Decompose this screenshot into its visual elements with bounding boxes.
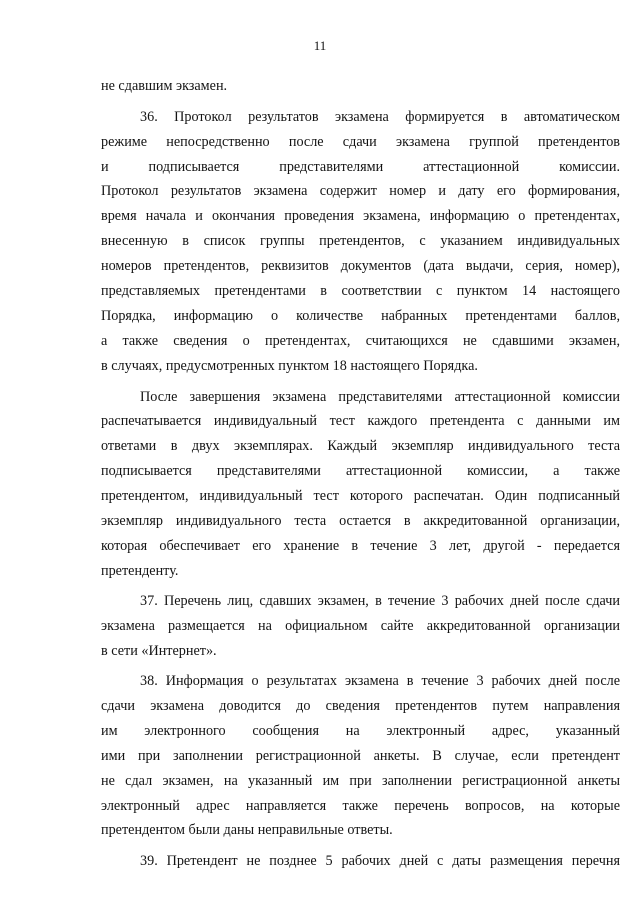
text-line: ответами в двух экземплярах. Каждый экземпляр индивидуального теста	[101, 438, 620, 454]
text-line: которая обеспечивает его хранение в течение 3 лет, другой - передается	[101, 538, 620, 554]
text-line: 39. Претендент не позднее 5 рабочих дней с даты размещения перечня	[140, 853, 620, 869]
text-line: не сдавшим экзамен.	[101, 78, 228, 94]
text-line: внесенную в список группы претендентов, с указанием индивидуальных	[101, 233, 620, 249]
text-line: не сдал экзамен, на указанный им при заполнении регистрационной анкеты	[101, 773, 620, 789]
text-line: время начала и окончания проведения экзамена, информацию о претендентах,	[101, 208, 620, 224]
text-line: претенденту.	[101, 563, 179, 579]
text-line: а также сведения о претендентах, считающихся не сдавшими экзамен,	[101, 333, 620, 349]
text-line: подписывается представителями аттестационной комиссии, а также	[101, 463, 620, 479]
text-line: и подписывается представителями аттестационной комиссии.	[101, 159, 620, 175]
text-line: экзамена размещается на официальном сайте аккредитованной организации	[101, 618, 620, 634]
text-line: Протокол результатов экзамена содержит номер и дату его формирования,	[101, 183, 620, 199]
text-line: сдачи экзамена доводится до сведения претендентов путем направления	[101, 698, 620, 714]
text-line: представляемых претендентами в соответствии с пунктом 14 настоящего	[101, 283, 620, 299]
text-line: экземпляр индивидуального теста остается в аккредитованной организации,	[101, 513, 620, 529]
text-line: Порядка, информацию о количестве набранных претендентами баллов,	[101, 308, 620, 324]
text-line: режиме непосредственно после сдачи экзамена группой претендентов	[101, 134, 620, 150]
text-line: После завершения экзамена представителями аттестационной комиссии	[140, 389, 620, 405]
text-line: электронный адрес направляется также перечень вопросов, на которые	[101, 798, 620, 814]
page-number: 11	[313, 38, 327, 53]
text-line: в сети «Интернет».	[101, 643, 217, 659]
text-line: 36. Протокол результатов экзамена формируется в автоматическом	[140, 109, 620, 125]
text-line: распечатывается индивидуальный тест каждого претендента с данными им	[101, 413, 620, 429]
text-line: ими при заполнении регистрационной анкеты. В случае, если претендент	[101, 748, 620, 764]
text-line: в случаях, предусмотренных пунктом 18 настоящего Порядка.	[101, 358, 478, 374]
text-line: претендентом были даны неправильные ответы.	[101, 822, 393, 838]
text-line: 38. Информация о результатах экзамена в течение 3 рабочих дней после	[140, 673, 620, 689]
text-line: им электронного сообщения на электронный адрес, указанный	[101, 723, 620, 739]
text-line: претендентом, индивидуальный тест которого распечатан. Один подписанный	[101, 488, 620, 504]
text-line: номеров претендентов, реквизитов документов (дата выдачи, серия, номер),	[101, 258, 620, 274]
text-line: 37. Перечень лиц, сдавших экзамен, в течение 3 рабочих дней после сдачи	[140, 593, 620, 609]
